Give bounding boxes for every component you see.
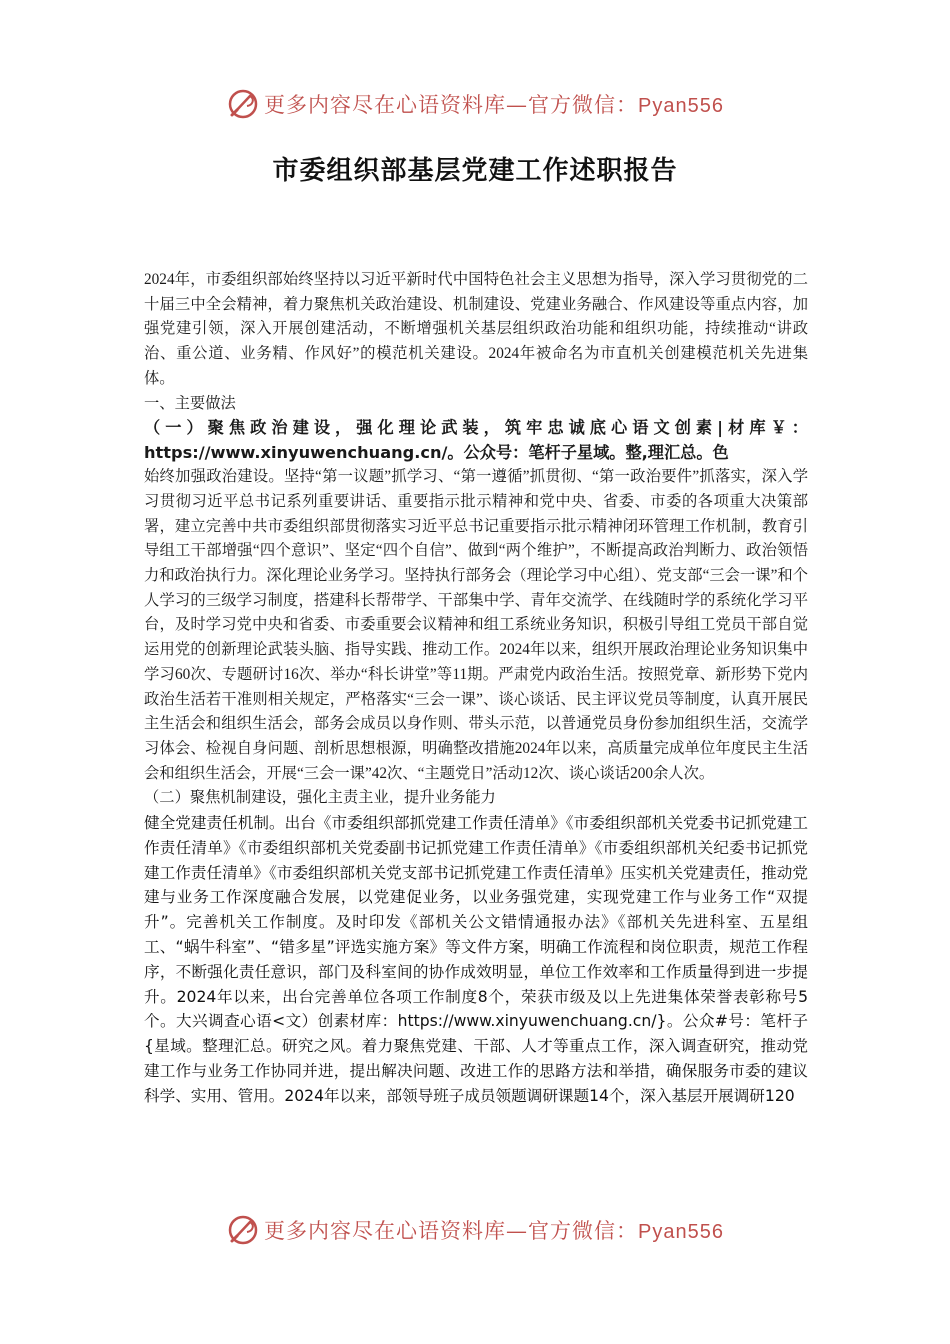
watermark-text: 更多内容尽在心语资料库—官方微信：Pyan556 [264, 1219, 724, 1243]
intro-paragraph: 2024年，市委组织部始终坚持以习近平新时代中国特色社会主义思想为指导，深入学习贯彻党的二十届三中全会精神，着力聚焦机关政治建设、机制建设、党建业务融合、作风建设等重点内容，加强党建引领，深入开展创建活动，不断增强机关基层组织政治功能和组织功能，持续推动“讲政治、重公道、业务精、作风好”的模范机关建设。2024年被命名为市直机关创建模范机关先进集体。 [144, 271, 808, 387]
watermark-wechat-id: Pyan556 [638, 95, 724, 117]
watermark-wechat-id: Pyan556 [638, 1221, 724, 1243]
watermark-header [0, 84, 950, 124]
subsection-heading-political-building: （一）聚焦政治建设，强化理论武装，筑牢忠诚底心语文创素|材库￥：https://www.xinyuwenchuang.cn/。公众号：笔杆子星域。整,理汇总。色 [144, 418, 808, 462]
quill-logo-icon [226, 87, 260, 121]
section-heading-main-practices: 一、主要做法 [144, 394, 236, 412]
subsection-body-mechanism-building: 健全党建责任机制。出台《市委组织部抓党建工作责任清单》《市委组织部机关党委书记抓党建工作责任清单》《市委组织部机关党委副书记抓党建工作责任清单》《市委组织部机关纪委书记抓党建工作责任清单》《市委组织部机关党支部书记抓党建工作责任清单》压实机关党建责任，推动党建与业务工作深度融合发展，以党建促业务，以业务强党建，实现党建工作与业务工作“双提升”。完善机关工作制度。及时印发《部机关公文错情通报办法》《部机关先进科室、五星组工、“蜗牛科室”、“错多星”评选实施方案》等文件方案，明确工作流程和岗位职责，规范工作程序，不断强化责任意识，部门及科室间的协作成效明显，单位工作效率和工作质量得到进一步提升。2024年以来，出台完善单位各项工作制度8个，荣获市级及以上先进集体荣誉表彰称号5个。大兴调查心语<文）创素材库：https://www.xinyuwenchuang.cn/}。公众#号：笔杆子{星域。整理汇总。研究之风。着力聚焦党建、干部、人才等重点工作，深入调查研究，推动党建工作与业务工作协同并进，提出解决问题、改进工作的思路方法和举措，确保服务市委的建议科学、实用、管用。2024年以来，部领导班子成员领题调研课题14个，深入基层开展调研120 [144, 814, 808, 1105]
quill-logo-icon [226, 1213, 260, 1247]
subsection-heading-mechanism-building: （二）聚焦机制建设，强化主责主业，提升业务能力 [144, 789, 496, 807]
watermark-footer [0, 1210, 950, 1250]
subsection-body-political-building: 始终加强政治建设。坚持“第一议题”抓学习、“第一遵循”抓贯彻、“第一政治要件”抓落实，深入学习贯彻习近平总书记系列重要讲话、重要指示批示精神和党中央、省委、市委的各项重大决策部署，建立完善中共市委组织部贯彻落实习近平总书记重要指示批示精神闭环管理工作机制，教育引导组工干部增强“四个意识”、坚定“四个自信”、做到“两个维护”，不断提高政治判断力、政治领悟力和政治执行力。深化理论业务学习。坚持执行部务会（理论学习中心组）、党支部“三会一课”和个人学习的三级学习制度，搭建科长帮带学、干部集中学、青年交流学、在线随时学的系统化学习平台，及时学习党中央和省委、市委重要会议精神和组工系统业务知识，积极引导组工党员干部自觉运用党的创新理论武装头脑、指导实践、推动工作。2024年以来，组织开展政治理论业务知识集中学习60次、专题研讨16次、举办“科长讲堂”等11期。严肃党内政治生活。按照党章、新形势下党内政治生活若干准则相关规定，严格落实“三会一课”、谈心谈话、民主评议党员等制度，认真开展民主生活会和组织生活会，部务会成员以身作则、带头示范，以普通党员身份参加组织生活，交流学习体会、检视自身问题、剖析思想根源，明确整改措施2024年以来，高质量完成单位年度民主生活会和组织生活会，开展“三会一课”42次、“主题党日”活动12次、谈心谈话200余人次。 [144, 468, 808, 782]
document-body [144, 268, 808, 1109]
document-title: 市委组织部基层党建工作述职报告 [272, 156, 678, 186]
watermark-text: 更多内容尽在心语资料库—官方微信：Pyan556 [264, 93, 724, 117]
